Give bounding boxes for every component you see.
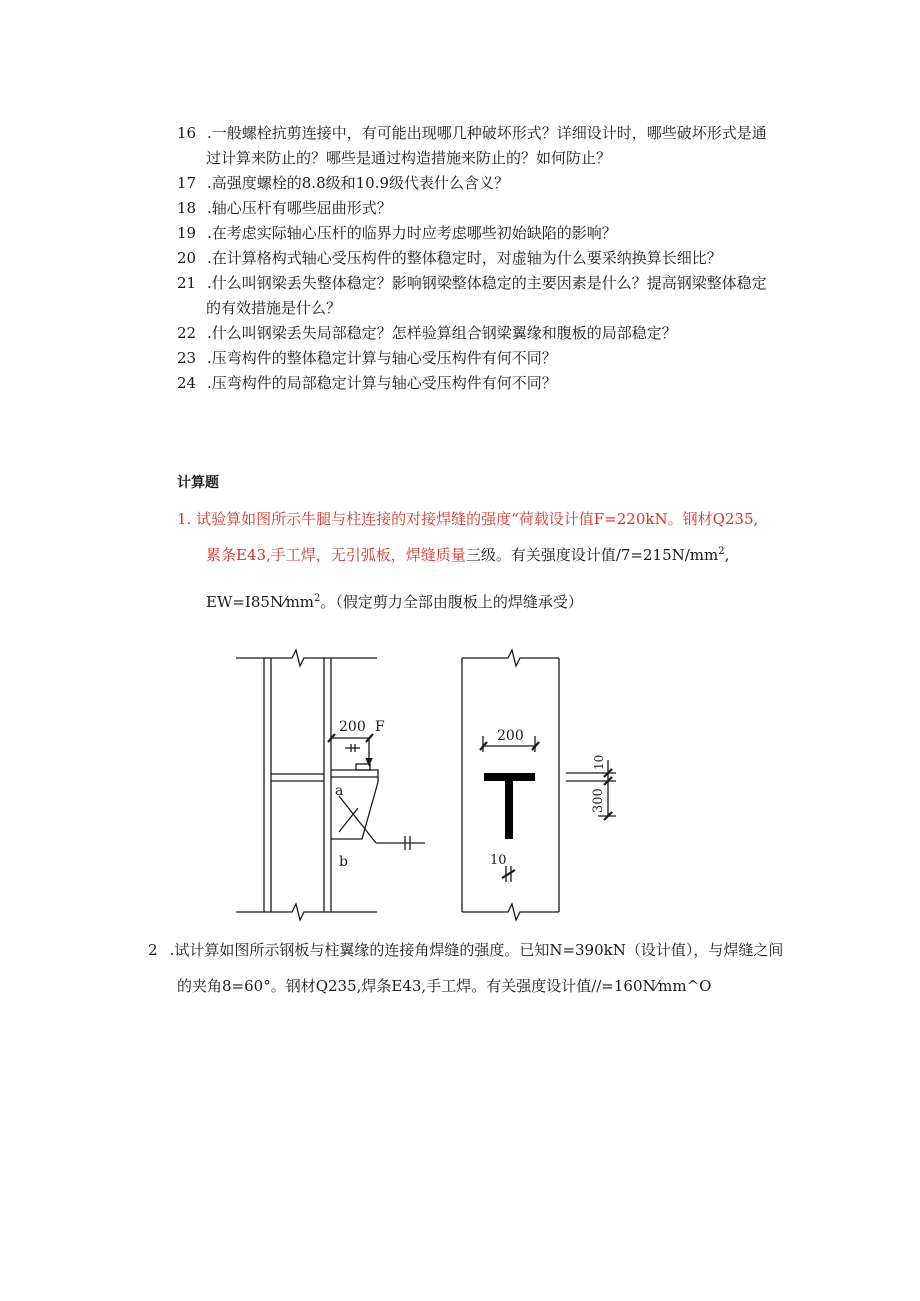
dimension-10-top: 10 — [592, 754, 606, 770]
question-number: 23 — [177, 349, 197, 367]
t-section-flange — [484, 773, 535, 781]
question-text: .一般螺栓抗剪连接中，有可能出现哪几种破坏形式？详细设计时，哪些破坏形式是通 — [207, 124, 767, 142]
question-text: .高强度螺栓的8.8级和10.9级代表什么含义？ — [207, 174, 510, 192]
question-text: .轴心压杆有哪些屈曲形式？ — [207, 199, 392, 217]
question-number: 17 — [177, 174, 197, 192]
question-text: .在计算格构式轴心受压构件的整体稳定时，对虚轴为什么要采纳换算长细比？ — [207, 249, 722, 267]
dimension-300: 300 — [591, 788, 606, 813]
problem-2-line-2: 的夹角8=60°。钢材Q235,焊条E43,手工焊。有关强度设计值//=160N⁄mm^O — [177, 977, 712, 995]
question-number: 20 — [177, 249, 197, 267]
question-text: .在考虑实际轴心压杆的临界力时应考虑哪些初始缺陷的影响？ — [207, 224, 617, 242]
question-21-continued: 的有效措施是什么？ — [206, 299, 342, 317]
dimension-200-right: 200 — [497, 728, 524, 744]
section-heading: 计算题 — [177, 475, 219, 491]
question-16-continued: 过计算来防止的？哪些是通过构造措施来防止的？如何防止？ — [206, 149, 612, 167]
question-number: 22 — [177, 324, 197, 342]
dimension-200-left: 200 — [339, 719, 366, 735]
question-text: .什么叫钢梁丢失局部稳定？怎样验算组合钢梁翼缘和腹板的局部稳定？ — [207, 324, 677, 342]
question-number: 18 — [177, 199, 197, 217]
right-section-drawing — [462, 650, 616, 920]
problem-text: .试计算如图所示钢板与柱翼缘的连接角焊缝的强度。已知N=390kN（设计值），与焊缝之间 — [169, 941, 784, 959]
problem-text: 试验算如图所示牛腿与柱连接的对接焊缝的强度“荷载设计值F=220kN。钢材Q235, — [196, 510, 759, 528]
problem-2-line-1 — [148, 940, 783, 960]
dimension-10-bottom: 10 — [490, 853, 507, 868]
superscript: 2 — [314, 593, 321, 604]
question-number: 24 — [177, 374, 197, 392]
weld-label-b: b — [339, 854, 348, 870]
question-number: 21 — [177, 274, 197, 292]
problem-number: 1. — [177, 510, 192, 528]
problem-number: 2 — [148, 941, 158, 959]
t-section-web — [505, 781, 513, 839]
load-label-F: F — [375, 719, 385, 735]
question-text: .什么叫钢梁丢失整体稳定？影响钢梁整体稳定的主要因素是什么？提高钢梁整体稳定 — [207, 274, 767, 292]
left-elevation-drawing — [236, 650, 425, 920]
weld-label-a: a — [335, 783, 344, 799]
problem-text: 三级。有关强度设计值/7=215N/mm — [465, 546, 719, 564]
question-number: 16 — [177, 124, 197, 142]
question-text: .压弯构件的局部稳定计算与轴心受压构件有何不同？ — [207, 374, 557, 392]
superscript: 2 — [718, 546, 725, 557]
question-number: 19 — [177, 224, 197, 242]
punctuation: , — [724, 546, 730, 564]
problem-text: EW=I85N⁄mm — [206, 593, 315, 611]
question-text: .压弯构件的整体稳定计算与轴心受压构件有何不同？ — [207, 349, 557, 367]
problem-text-red: 累条E43,手工焊，无引弧板，焊缝质量 — [206, 546, 466, 564]
problem-text: 。（假定剪力全部由腹板上的焊缝承受） — [320, 593, 583, 611]
